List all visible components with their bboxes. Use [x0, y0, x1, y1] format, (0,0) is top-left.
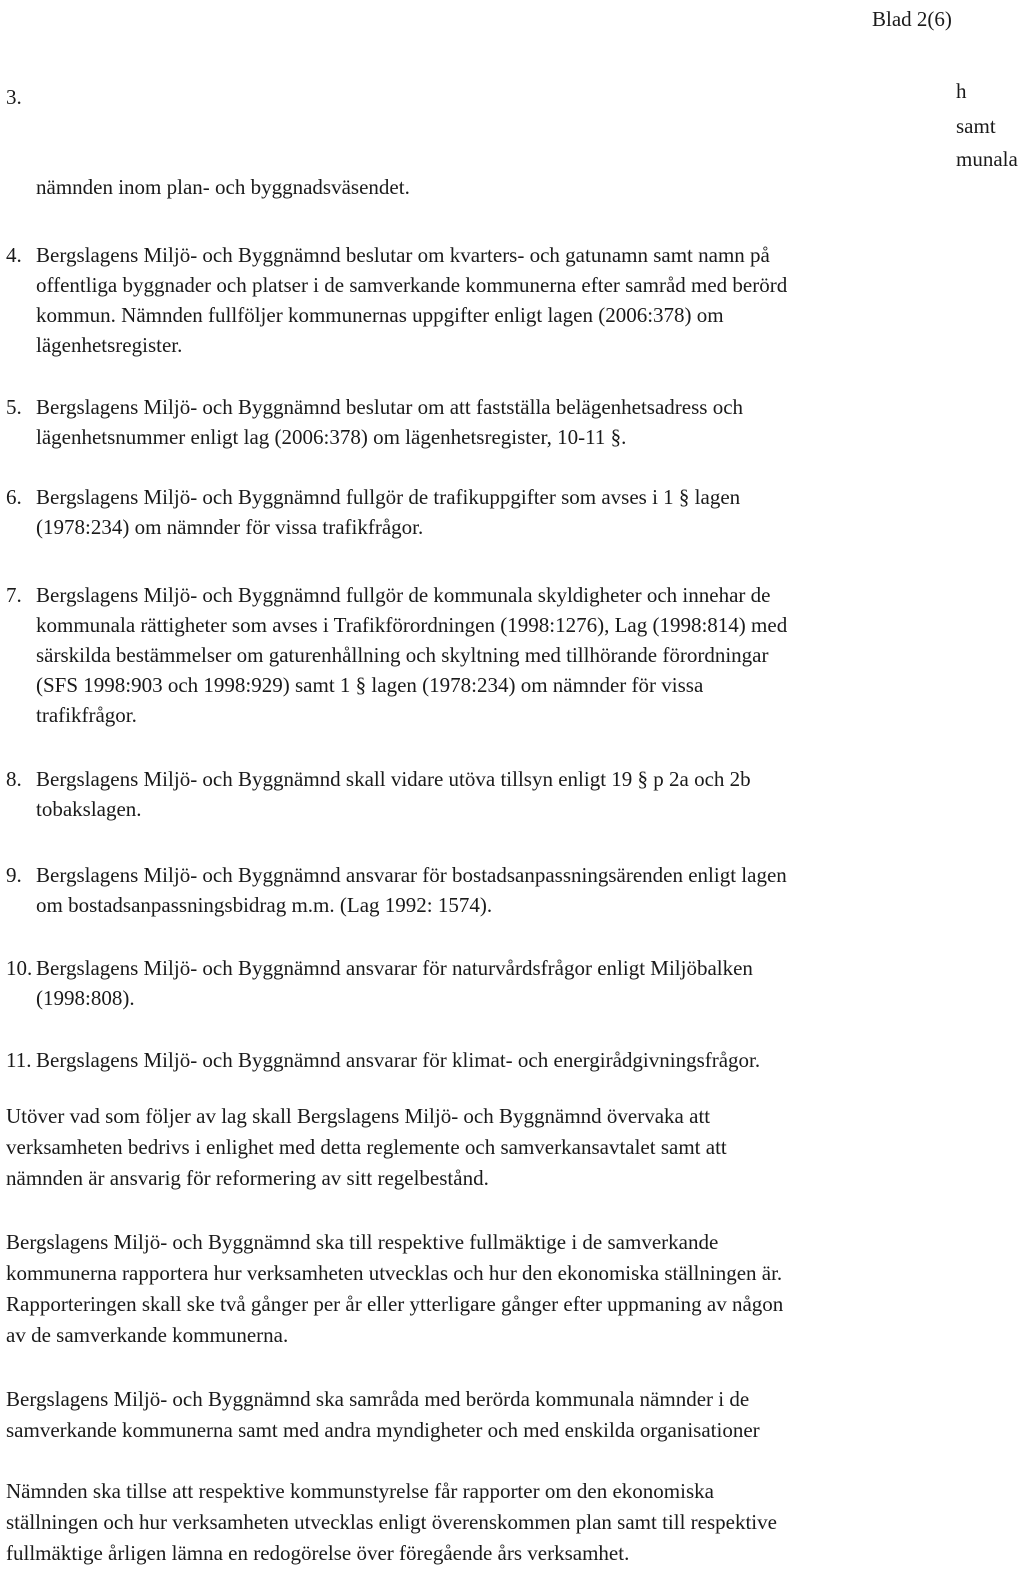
- text-line: (1998:808).: [36, 986, 135, 1010]
- item-3-fragment-3: munala: [956, 147, 1018, 171]
- text-line: trafikfrågor.: [36, 703, 137, 727]
- text-line: Utöver vad som följer av lag skall Bergslagens Miljö- och Byggnämnd övervaka att: [6, 1104, 711, 1128]
- item-3-fragment-2: samt: [956, 114, 996, 138]
- list-number: 11.: [6, 1048, 32, 1072]
- text-line: offentliga byggnader och platser i de samverkande kommunerna efter samråd med berörd: [36, 273, 788, 297]
- list-item: [6, 392, 1016, 452]
- list-item: [6, 240, 1016, 360]
- text-line: kommunerna rapportera hur verksamheten utvecklas och hur den ekonomiska ställningen är.: [6, 1261, 783, 1285]
- text-line: nämnden är ansvarig för reformering av sitt regelbestånd.: [6, 1166, 489, 1190]
- text-line: kommun. Nämnden fullföljer kommunernas uppgifter enligt lagen (2006:378) om: [36, 303, 724, 327]
- text-line: Bergslagens Miljö- och Byggnämnd ska till respektive fullmäktige i de samverkande: [6, 1230, 719, 1254]
- list-number: 8.: [6, 767, 22, 791]
- text-line: av de samverkande kommunerna.: [6, 1323, 289, 1347]
- text-line: tobakslagen.: [36, 797, 142, 821]
- text-line: (1978:234) om nämnder för vissa trafikfrågor.: [36, 515, 424, 539]
- list-number: 4.: [6, 243, 22, 267]
- list-item-text: [36, 764, 1016, 824]
- text-line: Bergslagens Miljö- och Byggnämnd fullgör de trafikuppgifter som avses i 1 § lagen: [36, 485, 741, 509]
- list-number-3: 3.: [6, 85, 22, 109]
- paragraph: [6, 1384, 1018, 1446]
- list-item: [6, 580, 1016, 730]
- text-line: Rapporteringen skall ske två gånger per år eller ytterligare gånger efter uppmaning av någon: [6, 1292, 784, 1316]
- item-3-last-line: nämnden inom plan- och byggnadsväsendet.: [36, 175, 410, 199]
- text-line: samverkande kommunerna samt med andra myndigheter och med enskilda organisationer: [6, 1418, 760, 1442]
- text-line: fullmäktige årligen lämna en redogörelse över föregående års verksamhet.: [6, 1541, 630, 1565]
- paragraph: [6, 1101, 1018, 1194]
- text-line: särskilda bestämmelser om gaturenhållning och skyltning med tillhörande förordningar: [36, 643, 769, 667]
- list-number: 10.: [6, 956, 33, 980]
- list-item: [6, 860, 1016, 920]
- text-line: Bergslagens Miljö- och Byggnämnd ska samråda med berörda kommunala nämnder i de: [6, 1387, 750, 1411]
- text-line: om bostadsanpassningsbidrag m.m. (Lag 1992: 1574).: [36, 893, 493, 917]
- item-3-fragment-1: h: [956, 79, 967, 103]
- list-number: 9.: [6, 863, 22, 887]
- text-line: Bergslagens Miljö- och Byggnämnd ansvarar för klimat- och energirådgivningsfrågor.: [36, 1048, 761, 1072]
- list-item-text: [36, 580, 1016, 730]
- list-number: 7.: [6, 583, 22, 607]
- paragraph: [6, 1476, 1018, 1569]
- list-item-text: [36, 392, 1016, 452]
- list-item-text: [36, 240, 1016, 360]
- text-line: Bergslagens Miljö- och Byggnämnd ansvarar för bostadsanpassningsärenden enligt lagen: [36, 863, 787, 887]
- list-number: 5.: [6, 395, 22, 419]
- list-item: [6, 482, 1016, 542]
- text-line: Bergslagens Miljö- och Byggnämnd beslutar om att fastställa belägenhetsadress och: [36, 395, 744, 419]
- text-line: verksamheten bedrivs i enlighet med detta reglemente och samverkansavtalet samt att: [6, 1135, 727, 1159]
- text-line: lägenhetsnummer enligt lag (2006:378) om lägenhetsregister, 10-11 §.: [36, 425, 627, 449]
- text-line: Bergslagens Miljö- och Byggnämnd ansvarar för naturvårdsfrågor enligt Miljöbalken: [36, 956, 753, 980]
- text-line: (SFS 1998:903 och 1998:929) samt 1 § lagen (1978:234) om nämnder för vissa: [36, 673, 704, 697]
- list-item-text: [36, 1045, 1016, 1075]
- text-line: Bergslagens Miljö- och Byggnämnd skall vidare utöva tillsyn enligt 19 § p 2a och 2b: [36, 767, 751, 791]
- text-line: ställningen och hur verksamheten utvecklas enligt överenskommen plan samt till respektive: [6, 1510, 777, 1534]
- list-item-text: [36, 860, 1016, 920]
- list-item: [6, 764, 1016, 824]
- list-item: [6, 953, 1016, 1013]
- list-item: [6, 1045, 1016, 1075]
- text-line: Bergslagens Miljö- och Byggnämnd fullgör de kommunala skyldigheter och innehar de: [36, 583, 771, 607]
- text-line: kommunala rättigheter som avses i Trafikförordningen (1998:1276), Lag (1998:814) med: [36, 613, 788, 637]
- page-number-label: Blad 2(6): [872, 7, 952, 31]
- list-number: 6.: [6, 485, 22, 509]
- list-item-text: [36, 953, 1016, 1013]
- text-line: lägenhetsregister.: [36, 333, 183, 357]
- text-line: Nämnden ska tillse att respektive kommunstyrelse får rapporter om den ekonomiska: [6, 1479, 714, 1503]
- text-line: Bergslagens Miljö- och Byggnämnd beslutar om kvarters- och gatunamn samt namn på: [36, 243, 770, 267]
- list-item-text: [36, 482, 1016, 542]
- paragraph: [6, 1227, 1018, 1351]
